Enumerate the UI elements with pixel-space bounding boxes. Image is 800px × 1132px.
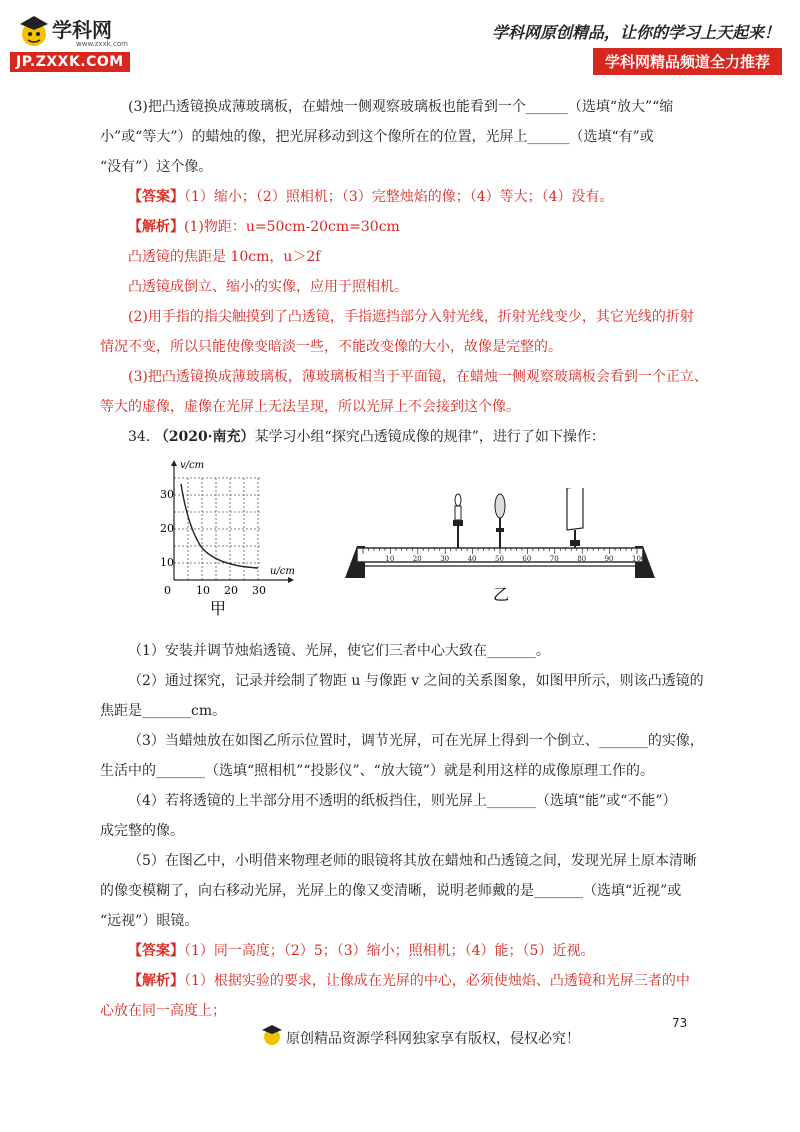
answer-tag: 【答案】 <box>128 189 184 205</box>
ruler-label: 70 <box>549 555 559 563</box>
q34-source: （2020·南充） <box>154 429 255 445</box>
x-tick-20: 20 <box>224 584 238 597</box>
optical-bench-yi <box>345 488 665 628</box>
graph-grid <box>174 478 262 580</box>
answer-tag: 【答案】 <box>128 943 184 959</box>
header-banner: 学科网精品频道全力推荐 <box>593 48 782 75</box>
ruler-label: 30 <box>440 555 450 563</box>
analysis-text: （1）根据实验的要求，让像成在光屏的中心，必须使烛焰、凸透镜和光屏三者的中 <box>184 973 690 989</box>
x-axis-label: u/cm <box>270 566 295 577</box>
q33-analysis-line5: 情况不变，所以只能使像变暗淡一些，不能改变像的大小，故像是完整的。 <box>100 339 562 355</box>
mascot-icon <box>14 12 54 52</box>
ruler-label: 90 <box>604 555 614 563</box>
q34-item4b: 成完整的像。 <box>100 823 184 839</box>
analysis-tag: 【解析】 <box>128 973 184 989</box>
page-content <box>100 92 710 1026</box>
q33-analysis-line6: (3)把凸透镜换成薄玻璃板，薄玻璃板相当于平面镜，在蜡烛一侧观察玻璃板会看到一个正立、 <box>128 369 708 385</box>
q34-item3a: （3）当蜡烛放在如图乙所示位置时，调节光屏，可在光屏上得到一个倒立、_______的实像， <box>128 733 704 749</box>
answer-text: （1）同一高度；（2）5；（3）缩小；照相机；（4）能；（5）近视。 <box>184 943 595 959</box>
ruler-label: 40 <box>467 555 477 563</box>
q34-stem-text: 某学习小组“探究凸透镜成像的规律”，进行了如下操作： <box>254 429 605 445</box>
q33-analysis-line1 <box>100 212 710 242</box>
ruler-label: 10 <box>385 555 395 563</box>
x-tick-30: 30 <box>252 584 266 597</box>
q34-item3b: 生活中的_______（选填“照相机”“投影仪”、“放大镜”）就是利用这样的成像原理工作的。 <box>100 763 654 779</box>
q34-analysis-line2: 心放在同一高度上； <box>100 1003 226 1019</box>
ruler-label: 80 <box>577 555 587 563</box>
y-tick-30: 30 <box>160 488 174 501</box>
mascot-icon <box>260 1022 284 1048</box>
y-axis-label: v/cm <box>180 460 205 471</box>
q34-item2b: 焦距是_______cm。 <box>100 703 227 719</box>
convex-lens <box>495 494 505 548</box>
page-header <box>0 0 800 80</box>
caption-jia: 甲 <box>210 599 227 618</box>
q34-item4a: （4）若将透镜的上半部分用不透明的纸板挡住，则光屏上_______（选填“能”或“不能”） <box>128 793 677 809</box>
q33-analysis-line7: 等大的虚像，虚像在光屏上无法呈现，所以光屏上不会接到这个像。 <box>100 399 520 415</box>
analysis-text: (1)物距：u=50cm-20cm=30cm <box>184 219 400 235</box>
page-footer <box>0 1014 800 1054</box>
q34-number: 34. <box>128 429 151 445</box>
q34-item1: （1）安装并调节烛焰透镜、光屏，使它们三者中心大致在_______。 <box>128 643 550 659</box>
q34-item5a: （5）在图乙中，小明借来物理老师的眼镜将其放在蜡烛和凸透镜之间，发现光屏上原本清晰 <box>128 853 697 869</box>
uv-curve <box>181 484 258 568</box>
q34-item5b: 的像变模糊了，向右移动光屏，光屏上的像又变清晰，说明老师戴的是_______（选填“近视”或 <box>100 883 682 899</box>
y-tick-10: 10 <box>160 556 174 569</box>
ruler-label: 100 <box>632 555 646 563</box>
logo-small-url: www.zxxk.com <box>76 40 128 48</box>
ruler-label: 60 <box>522 555 532 563</box>
q34-figures <box>100 458 710 628</box>
q34-analysis-line1 <box>100 966 710 996</box>
logo-text: 学科网 <box>52 18 112 42</box>
logo-url: JP.ZXXK.COM <box>10 52 130 72</box>
q33-analysis-line4: (2)用手指的指尖触摸到了凸透镜，手指遮挡部分入射光线，折射光线变少，其它光线的折射 <box>128 309 694 325</box>
q33-analysis-line2: 凸透镜的焦距是 10cm，u＞2f <box>128 249 321 265</box>
candle <box>453 494 463 548</box>
q34-item2a: （2）通过探究，记录并绘制了物距 u 与像距 v 之间的关系图象，如图甲所示，则该凸透镜的 <box>128 673 704 689</box>
analysis-tag: 【解析】 <box>128 219 184 235</box>
header-slogan: 学科网原创精品，让你的学习上天起来！ <box>491 23 780 42</box>
answer-text: （1）缩小；（2）照相机；（3）完整烛焰的像；（4）等大；（4）没有。 <box>184 189 614 205</box>
q34-answer <box>100 936 710 966</box>
q33-part3-line2: 小”或“等大”）的蜡烛的像，把光屏移动到这个像所在的位置，光屏上______（选填“有”或 <box>100 129 654 145</box>
x-tick-10: 10 <box>196 584 210 597</box>
y-tick-20: 20 <box>160 522 174 535</box>
copyright-notice: 原创精品资源学科网独家享有版权，侵权必究！ <box>286 1031 580 1047</box>
ruler-label: 50 <box>495 555 504 563</box>
q33-part3-line3: “没有”）这个像。 <box>100 159 213 175</box>
ruler-label: 20 <box>412 555 422 563</box>
zxxk-logo <box>10 12 160 72</box>
q34-stem <box>100 422 710 452</box>
q33-analysis-line3: 凸透镜成倒立、缩小的实像，应用于照相机。 <box>128 279 408 295</box>
page-number: 73 <box>672 1016 688 1030</box>
origin-label: 0 <box>164 584 171 597</box>
q34-item5c: “远视”）眼镜。 <box>100 913 199 929</box>
q33-answer <box>100 182 710 212</box>
caption-yi: 乙 <box>493 585 510 604</box>
light-screen <box>567 488 583 548</box>
q33-part3-line1: (3)把凸透镜换成薄玻璃板，在蜡烛一侧观察玻璃板也能看到一个______（选填“放大”“缩 <box>128 99 674 115</box>
graph-jia <box>158 458 318 618</box>
